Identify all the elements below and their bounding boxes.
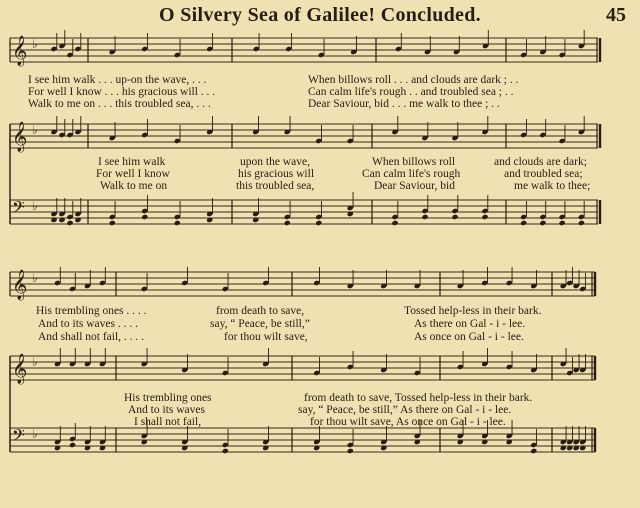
svg-text:♭: ♭: [32, 427, 38, 441]
lyric-s1-l1-a: I see him walk . . . up-on the wave, . . .: [28, 74, 207, 86]
lyric-s2-m2-b: say, “ Peace, be still,” As there on Gal - i - lee.: [298, 404, 512, 416]
lyric-s2-m3-b: for thou wilt save, As once on Gal - i - lee.: [310, 416, 506, 428]
lyric-s1-l2-b: Can calm life's rough . . and troubled sea ; . .: [308, 86, 514, 98]
svg-text:♭: ♭: [32, 123, 38, 137]
lyric-s1-m3-c: Dear Saviour, bid: [374, 180, 455, 192]
lyric-s2-l3-a: And shall not fail, . . . .: [38, 331, 145, 343]
svg-text:♭: ♭: [32, 355, 38, 369]
svg-text:𝄞: 𝄞: [12, 36, 28, 66]
page-number: 45: [606, 4, 626, 26]
svg-text:𝄞: 𝄞: [12, 122, 28, 152]
lyric-s1-m2-d: and troubled sea;: [504, 168, 583, 180]
svg-text:𝄞: 𝄞: [12, 354, 28, 384]
lyric-s1-m3-b: this troubled sea,: [236, 180, 315, 192]
lyric-s2-m1-a: His trembling ones: [124, 392, 212, 404]
lyric-s2-l1-b: from death to save,: [216, 305, 305, 317]
lyric-s1-m3-d: me walk to thee;: [514, 180, 591, 192]
lyric-s1-l3-b: Dear Saviour, bid . . . me walk to thee ; . .: [308, 98, 500, 110]
lyric-s1-m2-a: For well I know: [96, 168, 170, 180]
svg-text:𝄢: 𝄢: [12, 425, 25, 449]
lyric-s1-l2-a: For well I know . . . his gracious will . . .: [28, 86, 216, 98]
lyric-s1-l3-a: Walk to me on . . . this troubled sea, . . .: [28, 98, 211, 110]
lyric-s2-m2-a: And to its waves: [128, 404, 205, 416]
lyric-s2-m3-a: I shall not fail,: [134, 416, 202, 428]
page-title: O Silvery Sea of Galilee! Concluded.: [159, 4, 481, 26]
lyric-s2-l1-a: His trembling ones . . . .: [36, 305, 147, 317]
svg-text:♭: ♭: [32, 271, 38, 285]
lyric-s1-m3-a: Walk to me on: [100, 180, 168, 192]
lyric-s2-l2-b: say, “ Peace, be still,”: [210, 318, 310, 330]
lyric-s2-l3-c: As once on Gal - i - lee.: [414, 331, 524, 343]
lyric-s1-l1-b: When billows roll . . . and clouds are dark ; . .: [308, 74, 519, 86]
lyric-s2-l3-b: for thou wilt save,: [224, 331, 308, 343]
lyric-s1-m1-c: When billows roll: [372, 156, 456, 168]
svg-text:𝄞: 𝄞: [12, 270, 28, 300]
lyric-s1-m2-b: his gracious will: [238, 168, 315, 180]
lyric-s2-l2-c: As there on Gal - i - lee.: [414, 318, 526, 330]
lyric-s1-m1-b: upon the wave,: [240, 156, 310, 168]
svg-text:♭: ♭: [32, 37, 38, 51]
lyric-s2-l1-c: Tossed help-less in their bark.: [404, 305, 542, 317]
lyric-s2-m1-b: from death to save, Tossed help-less in their bark.: [304, 392, 533, 404]
lyric-s1-m1-d: and clouds are dark;: [494, 156, 587, 168]
lyric-s1-m2-c: Can calm life's rough: [362, 168, 461, 180]
svg-text:𝄢: 𝄢: [12, 197, 25, 221]
lyric-s1-m1-a: I see him walk: [98, 156, 166, 168]
svg-text:♭: ♭: [32, 199, 38, 213]
lyric-s2-l2-a: And to its waves . . . .: [38, 318, 138, 330]
